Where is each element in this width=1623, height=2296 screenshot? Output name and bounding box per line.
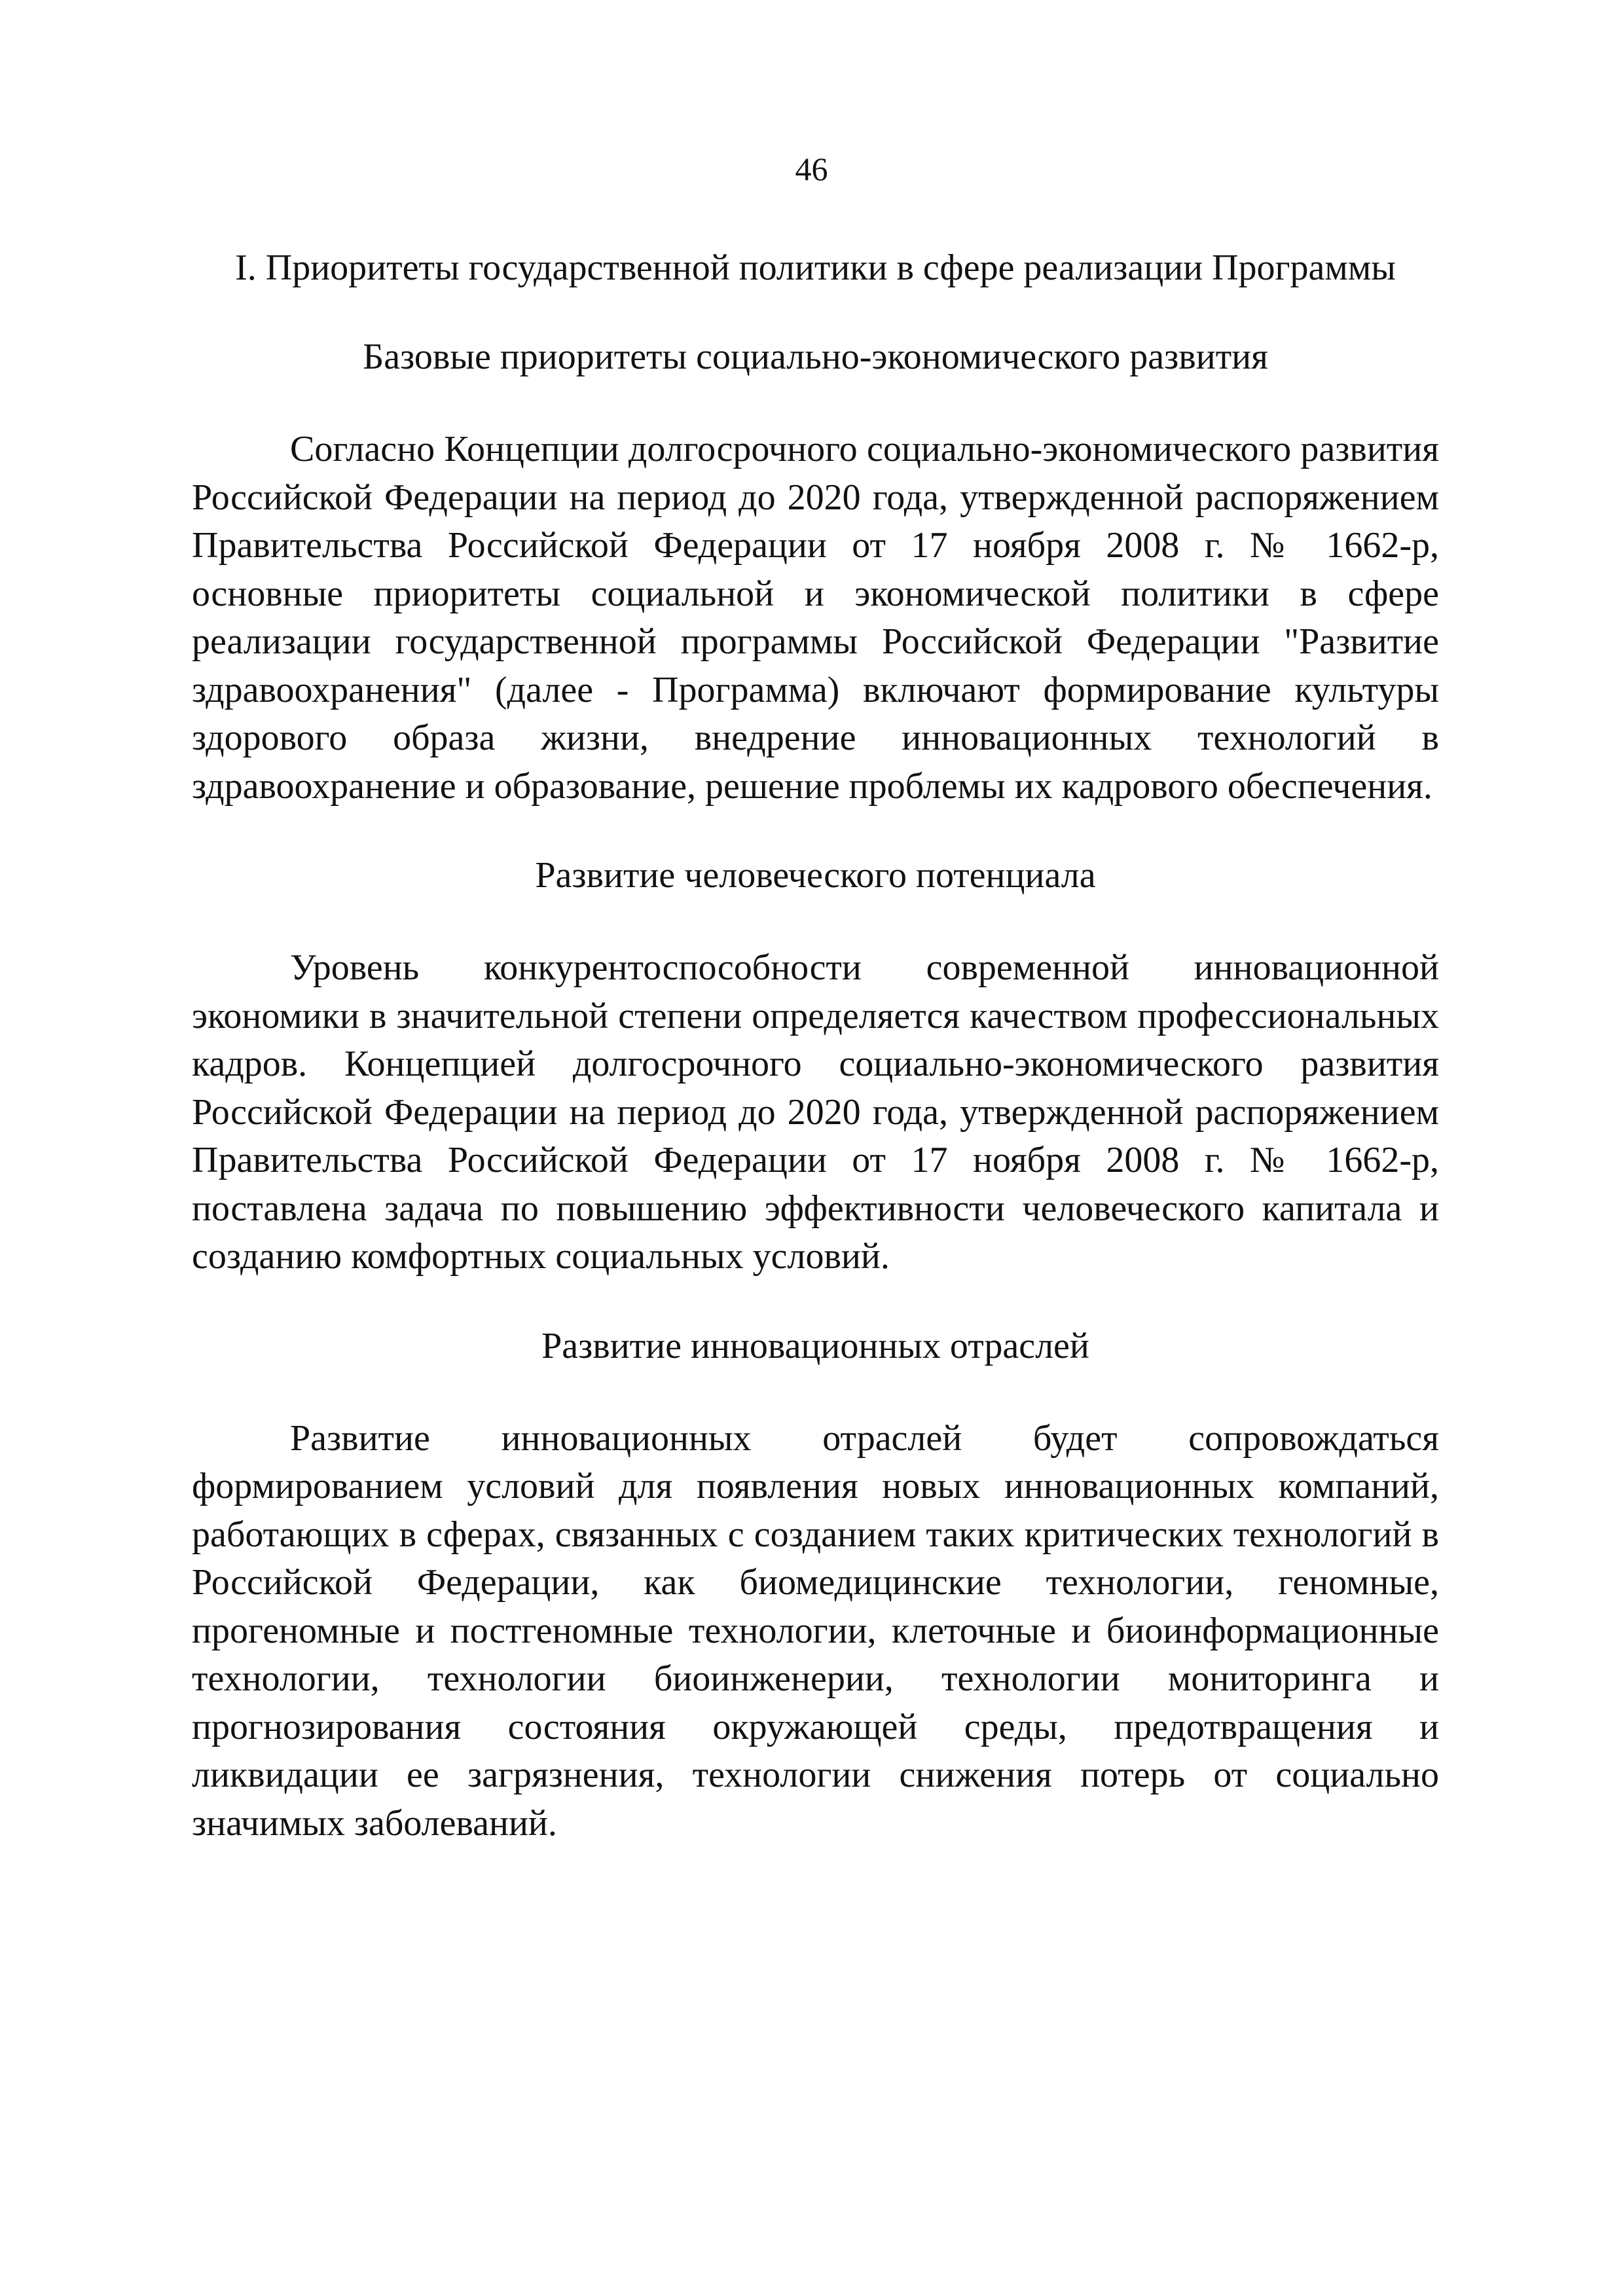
section-heading-base-priorities: Базовые приоритеты социально-экономического развития	[363, 337, 1268, 377]
paragraph-human-potential: Уровень конкурентоспособности современной инновационной экономики в значительной степени определяется качеством профессиональных кадров. Концепцией долгосрочного социально-экономического развития Российской Федерации на период до 2020 года, утвержденной распоряжением Правительства Российской Федерации от 17 ноября 2008 г. № 1662-р, поставлена задача по повышению эффективности человеческого капитала и созданию комфортных социальных условий.	[192, 947, 1439, 1277]
page-number: 46	[795, 151, 828, 187]
section-heading-innovative-industries: Развитие инновационных отраслей	[541, 1325, 1089, 1366]
paragraph-innovative-industries: Развитие инновационных отраслей будет сопровождаться формированием условий для появления новых инновационных компаний, работающих в сферах, связанных с созданием таких критических технологий в Российской Федерации, как биомедицинские технологии, геномные, прогеномные и постгеномные технологии, клеточные и биоинформационные технологии, технологии биоинженерии, технологии мониторинга и прогнозирования состояния окружающей среды, предотвращения и ликвидации ее загрязнения, технологии снижения потерь от социально значимых заболеваний.	[192, 1417, 1439, 1844]
document-body	[192, 244, 1439, 1848]
section-heading-human-potential: Развитие человеческого потенциала	[535, 855, 1096, 896]
main-heading: I. Приоритеты государственной политики в сфере реализации Программы	[235, 247, 1396, 288]
paragraph-base-priorities: Согласно Концепции долгосрочного социально-экономического развития Российской Федерации на период до 2020 года, утвержденной распоряжением Правительства Российской Федерации от 17 ноября 2008 г. № 1662-р, основные приоритеты социальной и экономической политики в сфере реализации государственной программы Российской Федерации "Развитие здравоохранения" (далее - Программа) включают формирование культуры здорового образа жизни, внедрение инновационных технологий в здравоохранение и образование, решение проблемы их кадрового обеспечения.	[192, 429, 1439, 807]
